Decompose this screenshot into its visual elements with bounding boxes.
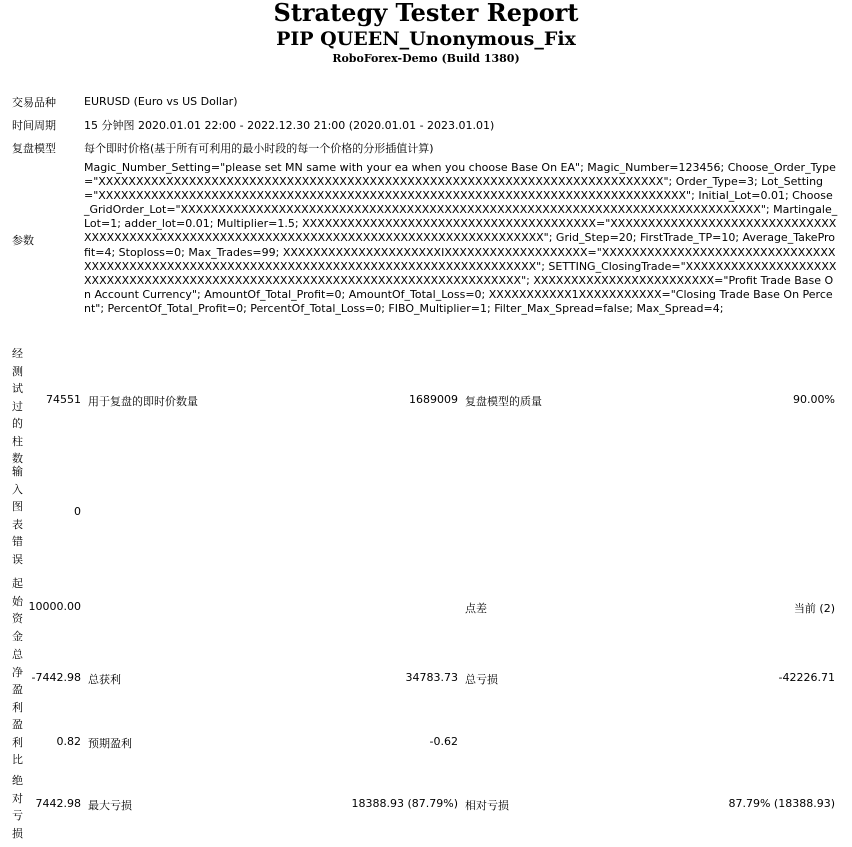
model-label: 复盘模型 [12,141,56,155]
deposit-label: 起始资金 [12,577,23,643]
rel-drawdown-value: 87.79% (18388.93) [728,797,835,810]
ticks-value: 1689009 [409,393,458,406]
symbol-row [10,90,838,113]
bars-value: 74551 [46,393,81,406]
gross-profit-value: 34783.73 [405,671,458,684]
deposit-value: 10000.00 [28,600,81,613]
period-value: 15 分钟图 2020.01.01 22:00 - 2022.12.30 21:00 (2020.01.01 - 2023.01.01) [84,118,495,132]
mismatch-value: 0 [74,505,81,518]
max-drawdown-value: 18388.93 (87.79%) [351,797,458,810]
report-table [10,90,838,320]
parameters-value: Magic_Number_Setting="please set MN same with your ea when you choose Base On EA"; Magic_Number=123456; Choose_Order_Type="XXXXXXXXXXXXXXXXXXXXXXXXXXXXXXXXXXXXXXXXXXXXXXXXXXXXXXXXXXXXXXXXXXXXXXXXXXX"; Order_Type=3; Lot_Setting="XXXXXXXXXXXXXXXXXXXXXXXXXXXXXXXXXXXXXXXXXXXXXXXXXXXXXXXXXXXXXXXXXXXXXXXXXXXXXX"; Initial_Lot=0.01; Choose_GridOrder_Lot="XXXXXXXXXXXXXXXXXXXXXXXXXXXXXXXXXXXXXXXXXXXXXXXXXXXXXXXXXXXXXXXXXXXXXXXXXXXXX"; Martingale_Lot=1; adder_lot=0.01; Multiplier=1.5; XXXXXXXXXXXXXXXXXXXXXXXXXXXXXXXXXXXXXXX="XXXXXXXXXXXXXXXXXXXXXXXXXXXXXXXXXXXXXXXXXXXXXXXXXXXXXXXXXXXXXXXXXXXXXXXXXXXXXXXXXXXXXXXXXXX"; Grid_Step=20; FirstTrade_TP=10; Average_TakeProfit=4; Stoploss=0; Max_Trades=99; XXXXXXXXXXXXXXXXXXXXXIXXXXXXXXXXXXXXXXXXX="XXXXXXXXXXXXXXXXXXXXXXXXXXXXXXXXXXXXXXXXXXXXXXXXXXXXXXXXXXXXXXXXXXXXXXXXXXXXXXXXXXXXXXXXXXX"; SETTING_ClosingTrade="XXXXXXXXXXXXXXXXXXXXXXXXXXXXXXXXXXXXXXXXXXXXXXXXXXXXXXXXXXXXXXXXXXXXXXXXXXXXXX"; XXXXXXXXXXXXXXXXXXXXXXXX="Profit Trade Base On Account Currency"; AmountOf_Total_Profit=0; AmountOf_Total_Loss=0; XXXXXXXXXXX1XXXXXXXXXXX="Closing Trade Base On Percent"; PercentOf_Total_Profit=0; PercentOf_Total_Loss=0; FIBO_Multiplier=1; Filter_Max_Spread=false; Max_Spread=4; [84,161,838,315]
abs-drawdown-value: 7442.98 [35,797,81,810]
max-drawdown-label: 最大亏损 [88,799,132,812]
net-profit-label: 总净盈利 [12,648,23,714]
expected-payoff-label: 预期盈利 [88,737,132,750]
model-row [10,136,838,159]
profit-factor-value: 0.82 [56,735,81,748]
report-header [0,0,852,67]
parameters-row [10,159,838,320]
gross-loss-value: -42226.71 [778,671,835,684]
ticks-label: 用于复盘的即时价数量 [88,395,198,408]
spread-label: 点差 [465,602,487,615]
expert-name: PIP QUEEN_Unonymous_Fix [276,28,576,50]
rel-drawdown-label: 相对亏损 [465,799,509,812]
parameters-label: 参数 [12,233,34,247]
symbol-label: 交易品种 [12,95,56,109]
spread-value: 当前 (2) [793,602,835,615]
report-title: Strategy Tester Report [273,0,579,27]
profit-factor-label: 盈利比 [12,718,23,766]
net-profit-value: -7442.98 [31,671,81,684]
expected-payoff-value: -0.62 [429,735,458,748]
period-row [10,113,838,136]
model-value: 每个即时价格(基于所有可利用的最小时段的每一个价格的分形插值计算) [84,141,434,155]
quality-label: 复盘模型的质量 [465,395,542,408]
symbol-value: EURUSD (Euro vs US Dollar) [84,95,238,108]
gross-loss-label: 总亏损 [465,673,498,686]
abs-drawdown-label: 绝对亏损 [12,774,23,840]
bars-label: 经测试过的柱数 [12,347,23,465]
server-build: RoboForex-Demo (Build 1380) [332,52,520,65]
gross-profit-label: 总获利 [88,673,121,686]
quality-value: 90.00% [793,393,835,406]
period-label: 时间周期 [12,118,56,132]
mismatch-label: 输入图表错误 [12,465,23,566]
